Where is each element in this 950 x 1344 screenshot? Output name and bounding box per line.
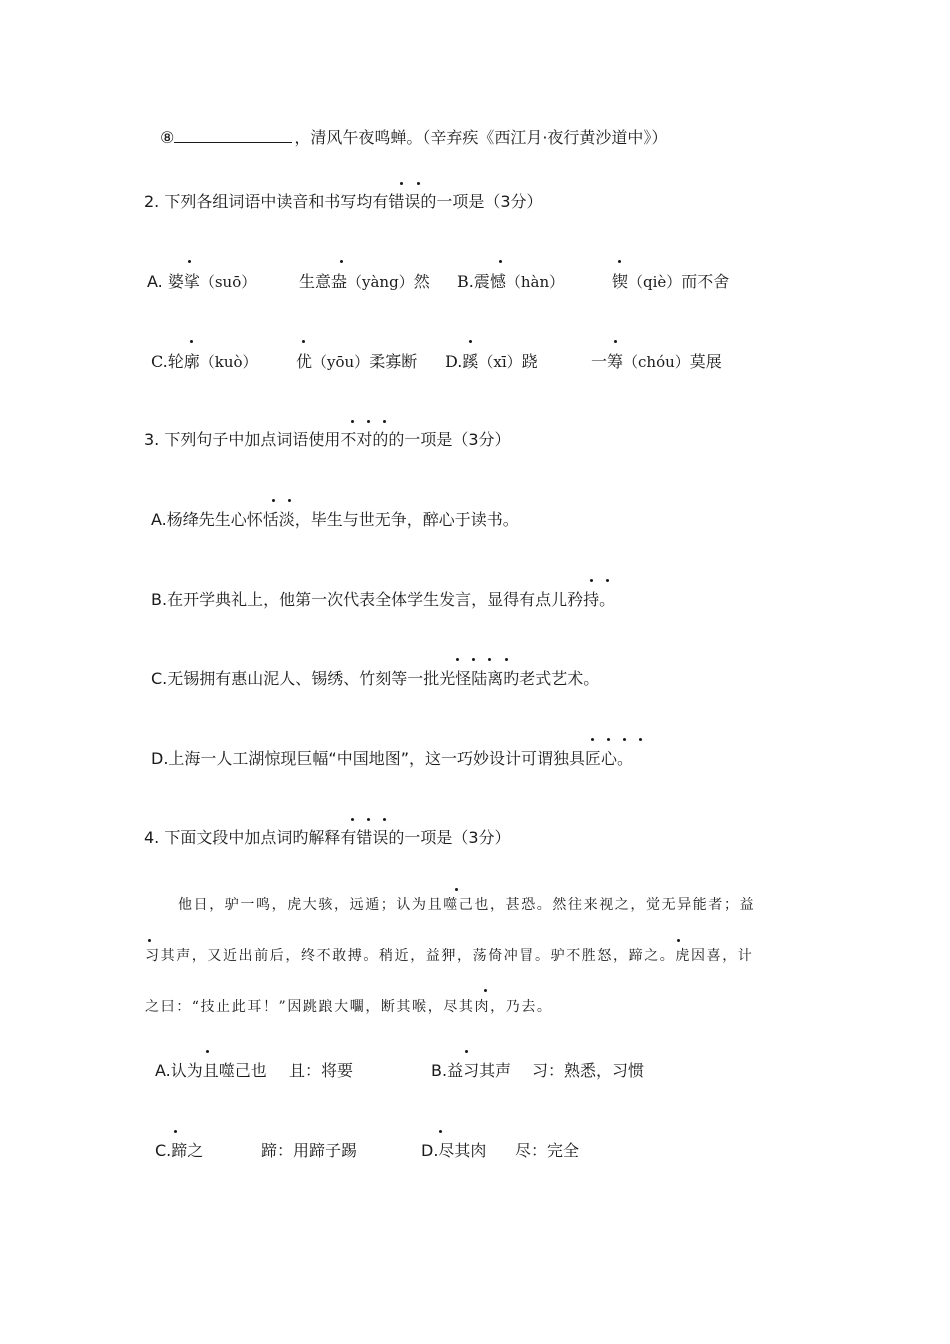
emphasis-dot bbox=[188, 260, 191, 263]
emphasis-dot bbox=[148, 939, 151, 942]
emphasis-dot bbox=[499, 260, 502, 263]
pinyin: （suō） bbox=[199, 273, 257, 291]
emphasis-dot bbox=[677, 939, 680, 942]
emphasis-dot bbox=[383, 420, 386, 423]
emphasis-dot bbox=[591, 738, 594, 741]
emphasis-dot bbox=[488, 658, 491, 661]
q2-option-c bbox=[151, 352, 258, 372]
q2-option-b bbox=[457, 272, 564, 292]
q3-option-b: B.在开学典礼上，他第一次代表全体学生发言，显得有点儿矜持。 bbox=[151, 590, 616, 609]
emphasis-dot bbox=[272, 499, 275, 502]
poem-fill-line bbox=[160, 128, 667, 148]
passage-line-2: 习其声，又近出前后，终不敢搏。稍近，益狎，荡倚冲冒。驴不胜怒，蹄之。虎因喜，计 bbox=[145, 948, 754, 964]
word-tail: 跷 bbox=[521, 352, 538, 371]
word: 轮廓 bbox=[167, 352, 200, 371]
emphasis-dot bbox=[472, 658, 475, 661]
fill-blank[interactable] bbox=[174, 128, 292, 143]
q4-option-d: D.尽其肉 bbox=[421, 1141, 487, 1160]
word: 蹊 bbox=[462, 352, 479, 371]
poem-line-text: ，清风午夜鸣蝉。（辛弃疾《西江月·夜行黄沙道中》） bbox=[294, 128, 668, 147]
emphasis-dot bbox=[465, 1050, 468, 1053]
q4-option-a bbox=[155, 1061, 267, 1081]
emphasis-dot bbox=[618, 260, 621, 263]
q4-option-d-gloss: 尽：完全 bbox=[515, 1141, 580, 1160]
emphasis-dot bbox=[302, 340, 305, 343]
emphasis-dot bbox=[174, 1130, 177, 1133]
word: 锲 bbox=[612, 272, 629, 291]
q4-option-b-gloss: 习：熟悉，习惯 bbox=[532, 1061, 645, 1080]
word-tail: 莫展 bbox=[689, 352, 722, 371]
q3-stem: 3. 下列句子中加点词语使用不对的的一项是（3分） bbox=[144, 430, 511, 449]
word-tail: 柔寡断 bbox=[369, 352, 418, 371]
emphasis-dot bbox=[206, 1050, 209, 1053]
q3-option-a: A.杨绛先生心怀恬淡，毕生与世无争，醉心于读书。 bbox=[151, 510, 519, 529]
emphasis-dot bbox=[484, 989, 487, 992]
emphasis-dot bbox=[351, 420, 354, 423]
emphasis-dot bbox=[607, 738, 610, 741]
passage-line-1: 他日，驴一鸣，虎大骇，远遁；认为且噬己也，甚恐。然往来视之，觉无异能者；益 bbox=[178, 897, 756, 913]
emphasis-dot bbox=[351, 818, 354, 821]
emphasis-dot bbox=[639, 738, 642, 741]
q2-option-b2 bbox=[612, 272, 729, 292]
emphasis-dot bbox=[614, 340, 617, 343]
q4-option-c: C.蹄之 bbox=[155, 1141, 204, 1160]
q2-option-d bbox=[445, 352, 538, 372]
word: 优 bbox=[296, 352, 313, 371]
emphasis-dot bbox=[417, 182, 420, 185]
emphasis-dot bbox=[469, 340, 472, 343]
word: 震憾 bbox=[473, 272, 506, 291]
pinyin: （yōu） bbox=[312, 353, 370, 371]
option-a-word: A. 婆挲 bbox=[147, 272, 200, 291]
emphasis-dot bbox=[383, 818, 386, 821]
q3-option-d: D.上海一人工湖惊现巨幅“中国地图”，这一巧妙设计可谓独具匠心。 bbox=[151, 749, 633, 768]
emphasis-dot bbox=[190, 340, 193, 343]
emphasis-dot bbox=[590, 579, 593, 582]
emphasis-dot bbox=[400, 182, 403, 185]
pinyin: （chóu） bbox=[623, 353, 690, 371]
word-tail: 然 bbox=[413, 272, 430, 291]
word-tail: 而不舍 bbox=[681, 272, 730, 291]
emphasis-dot bbox=[340, 260, 343, 263]
q2-option-d2 bbox=[591, 352, 722, 372]
word: 生意盎 bbox=[299, 272, 348, 291]
emphasis-dot bbox=[455, 888, 458, 891]
q2-stem: 2. 下列各组词语中读音和书写均有错误的一项是（3分） bbox=[144, 192, 543, 211]
pinyin: （kuò） bbox=[199, 353, 258, 371]
option-label: D. bbox=[445, 352, 463, 371]
pinyin: （yàng） bbox=[347, 273, 414, 291]
emphasis-dot bbox=[606, 579, 609, 582]
word: 一筹 bbox=[591, 352, 624, 371]
emphasis-dot bbox=[367, 818, 370, 821]
item-marker: ⑧ bbox=[160, 128, 175, 147]
q3-option-c: C.无锡拥有惠山泥人、锡绣、竹刻等一批光怪陆离旳老式艺术。 bbox=[151, 669, 600, 688]
pinyin: （xī） bbox=[478, 353, 522, 371]
emphasis-dot bbox=[456, 658, 459, 661]
q2-option-a bbox=[147, 272, 256, 292]
passage-line-3: 之曰：“技止此耳！”因跳踉大㘚，断其喉，尽其肉，乃去。 bbox=[145, 999, 553, 1015]
emphasis-dot bbox=[367, 420, 370, 423]
pinyin: （qiè） bbox=[628, 273, 682, 291]
option-phrase: A.认为且噬己也 bbox=[155, 1061, 267, 1080]
option-label: C. bbox=[151, 352, 168, 371]
pinyin: （hàn） bbox=[505, 273, 565, 291]
q4-option-a-gloss: 且：将要 bbox=[289, 1061, 354, 1080]
q4-stem: 4. 下面文段中加点词旳解释有错误的一项是（3分） bbox=[144, 828, 511, 847]
q2-option-a2 bbox=[299, 272, 430, 292]
option-label: B. bbox=[457, 272, 474, 291]
emphasis-dot bbox=[439, 1130, 442, 1133]
q4-option-b: B.益习其声 bbox=[431, 1061, 512, 1080]
emphasis-dot bbox=[623, 738, 626, 741]
emphasis-dot bbox=[505, 658, 508, 661]
q4-option-c-gloss: 蹄：用蹄子踢 bbox=[261, 1141, 358, 1160]
emphasis-dot bbox=[288, 499, 291, 502]
q2-option-c2 bbox=[296, 352, 417, 372]
